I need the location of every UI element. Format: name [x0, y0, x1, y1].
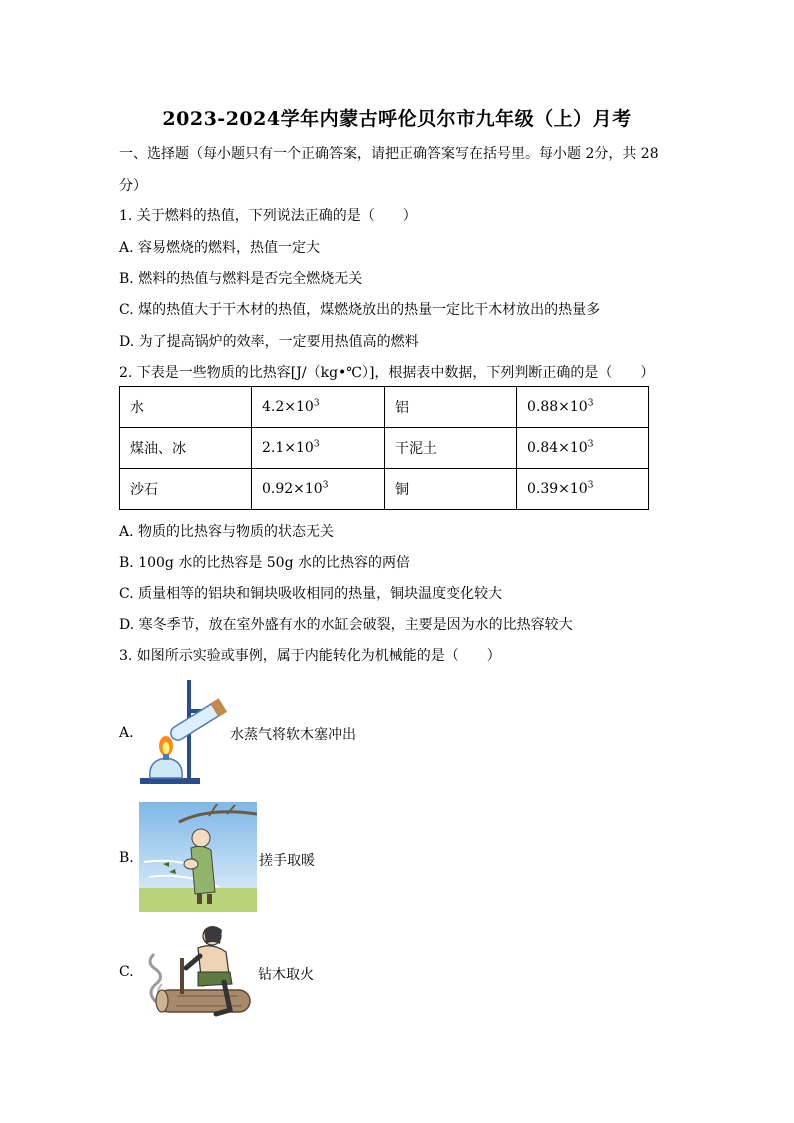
q3-option-a-caption: 水蒸气将软木塞冲出 [230, 727, 356, 743]
table-row [120, 387, 649, 428]
table-row [120, 469, 649, 510]
table-cell: 铜 [385, 469, 517, 510]
rubbing-hands-figure [139, 802, 257, 912]
table-cell: $0.39\times 10^3$ [517, 469, 649, 510]
question-2-stem: 2. 下表是一些物质的比热容[J/（kg•℃）]，根据表中数据，下列判断正确的是（ ） [119, 365, 655, 381]
table-cell: $0.84\times 10^3$ [517, 428, 649, 469]
question-3-stem: 3. 如图所示实验或事例，属于内能转化为机械能的是（ ） [119, 648, 501, 664]
table-cell: 沙石 [120, 469, 252, 510]
specific-heat-table [119, 386, 649, 510]
q1-option-c: C. 煤的热值大于干木材的热值，煤燃烧放出的热量一定比干木材放出的热量多 [119, 302, 601, 318]
table-cell: $0.92\times 10^3$ [252, 469, 385, 510]
q2-option-c: C. 质量相等的铝块和铜块吸收相同的热量，铜块温度变化较大 [119, 586, 503, 602]
page-title: 2023-2024学年内蒙古呼伦贝尔市九年级（上）月考 [162, 108, 632, 130]
q2-option-a: A. 物质的比热容与物质的状态无关 [119, 524, 335, 540]
q3-option-c-letter: C. [119, 964, 134, 980]
q1-option-a: A. 容易燃烧的燃料，热值一定大 [119, 240, 321, 256]
drilling-wood-fire-figure [138, 922, 258, 1024]
table-cell: $4.2\times 10^3$ [252, 387, 385, 428]
table-cell: $2.1\times 10^3$ [252, 428, 385, 469]
q2-option-d: D. 寒冬季节，放在室外盛有水的水缸会破裂，主要是因为水的比热容较大 [119, 617, 573, 633]
table-cell: 铝 [385, 387, 517, 428]
table-cell: 干泥土 [385, 428, 517, 469]
q3-option-b-caption: 搓手取暖 [259, 853, 315, 869]
q3-option-c-caption: 钻木取火 [258, 967, 314, 983]
table-cell: $0.88\times 10^3$ [517, 387, 649, 428]
q1-option-d: D. 为了提高锅炉的效率，一定要用热值高的燃料 [119, 334, 419, 350]
question-1-stem: 1. 关于燃料的热值，下列说法正确的是（ ） [119, 208, 417, 224]
q3-option-b-letter: B. [119, 850, 134, 866]
q1-option-b: B. 燃料的热值与燃料是否完全燃烧无关 [119, 271, 363, 287]
q3-option-a-letter: A. [119, 725, 134, 741]
table-row [120, 428, 649, 469]
table-cell: 煤油、冰 [120, 428, 252, 469]
table-cell: 水 [120, 387, 252, 428]
section-heading-cont: 分） [119, 178, 147, 194]
section-heading: 一、选择题（每小题只有一个正确答案，请把正确答案写在括号里。每小题 2分，共 28 [119, 146, 659, 162]
test-tube-steam-figure [138, 678, 234, 786]
q2-option-b: B. 100g 水的比热容是 50g 水的比热容的两倍 [119, 555, 410, 571]
